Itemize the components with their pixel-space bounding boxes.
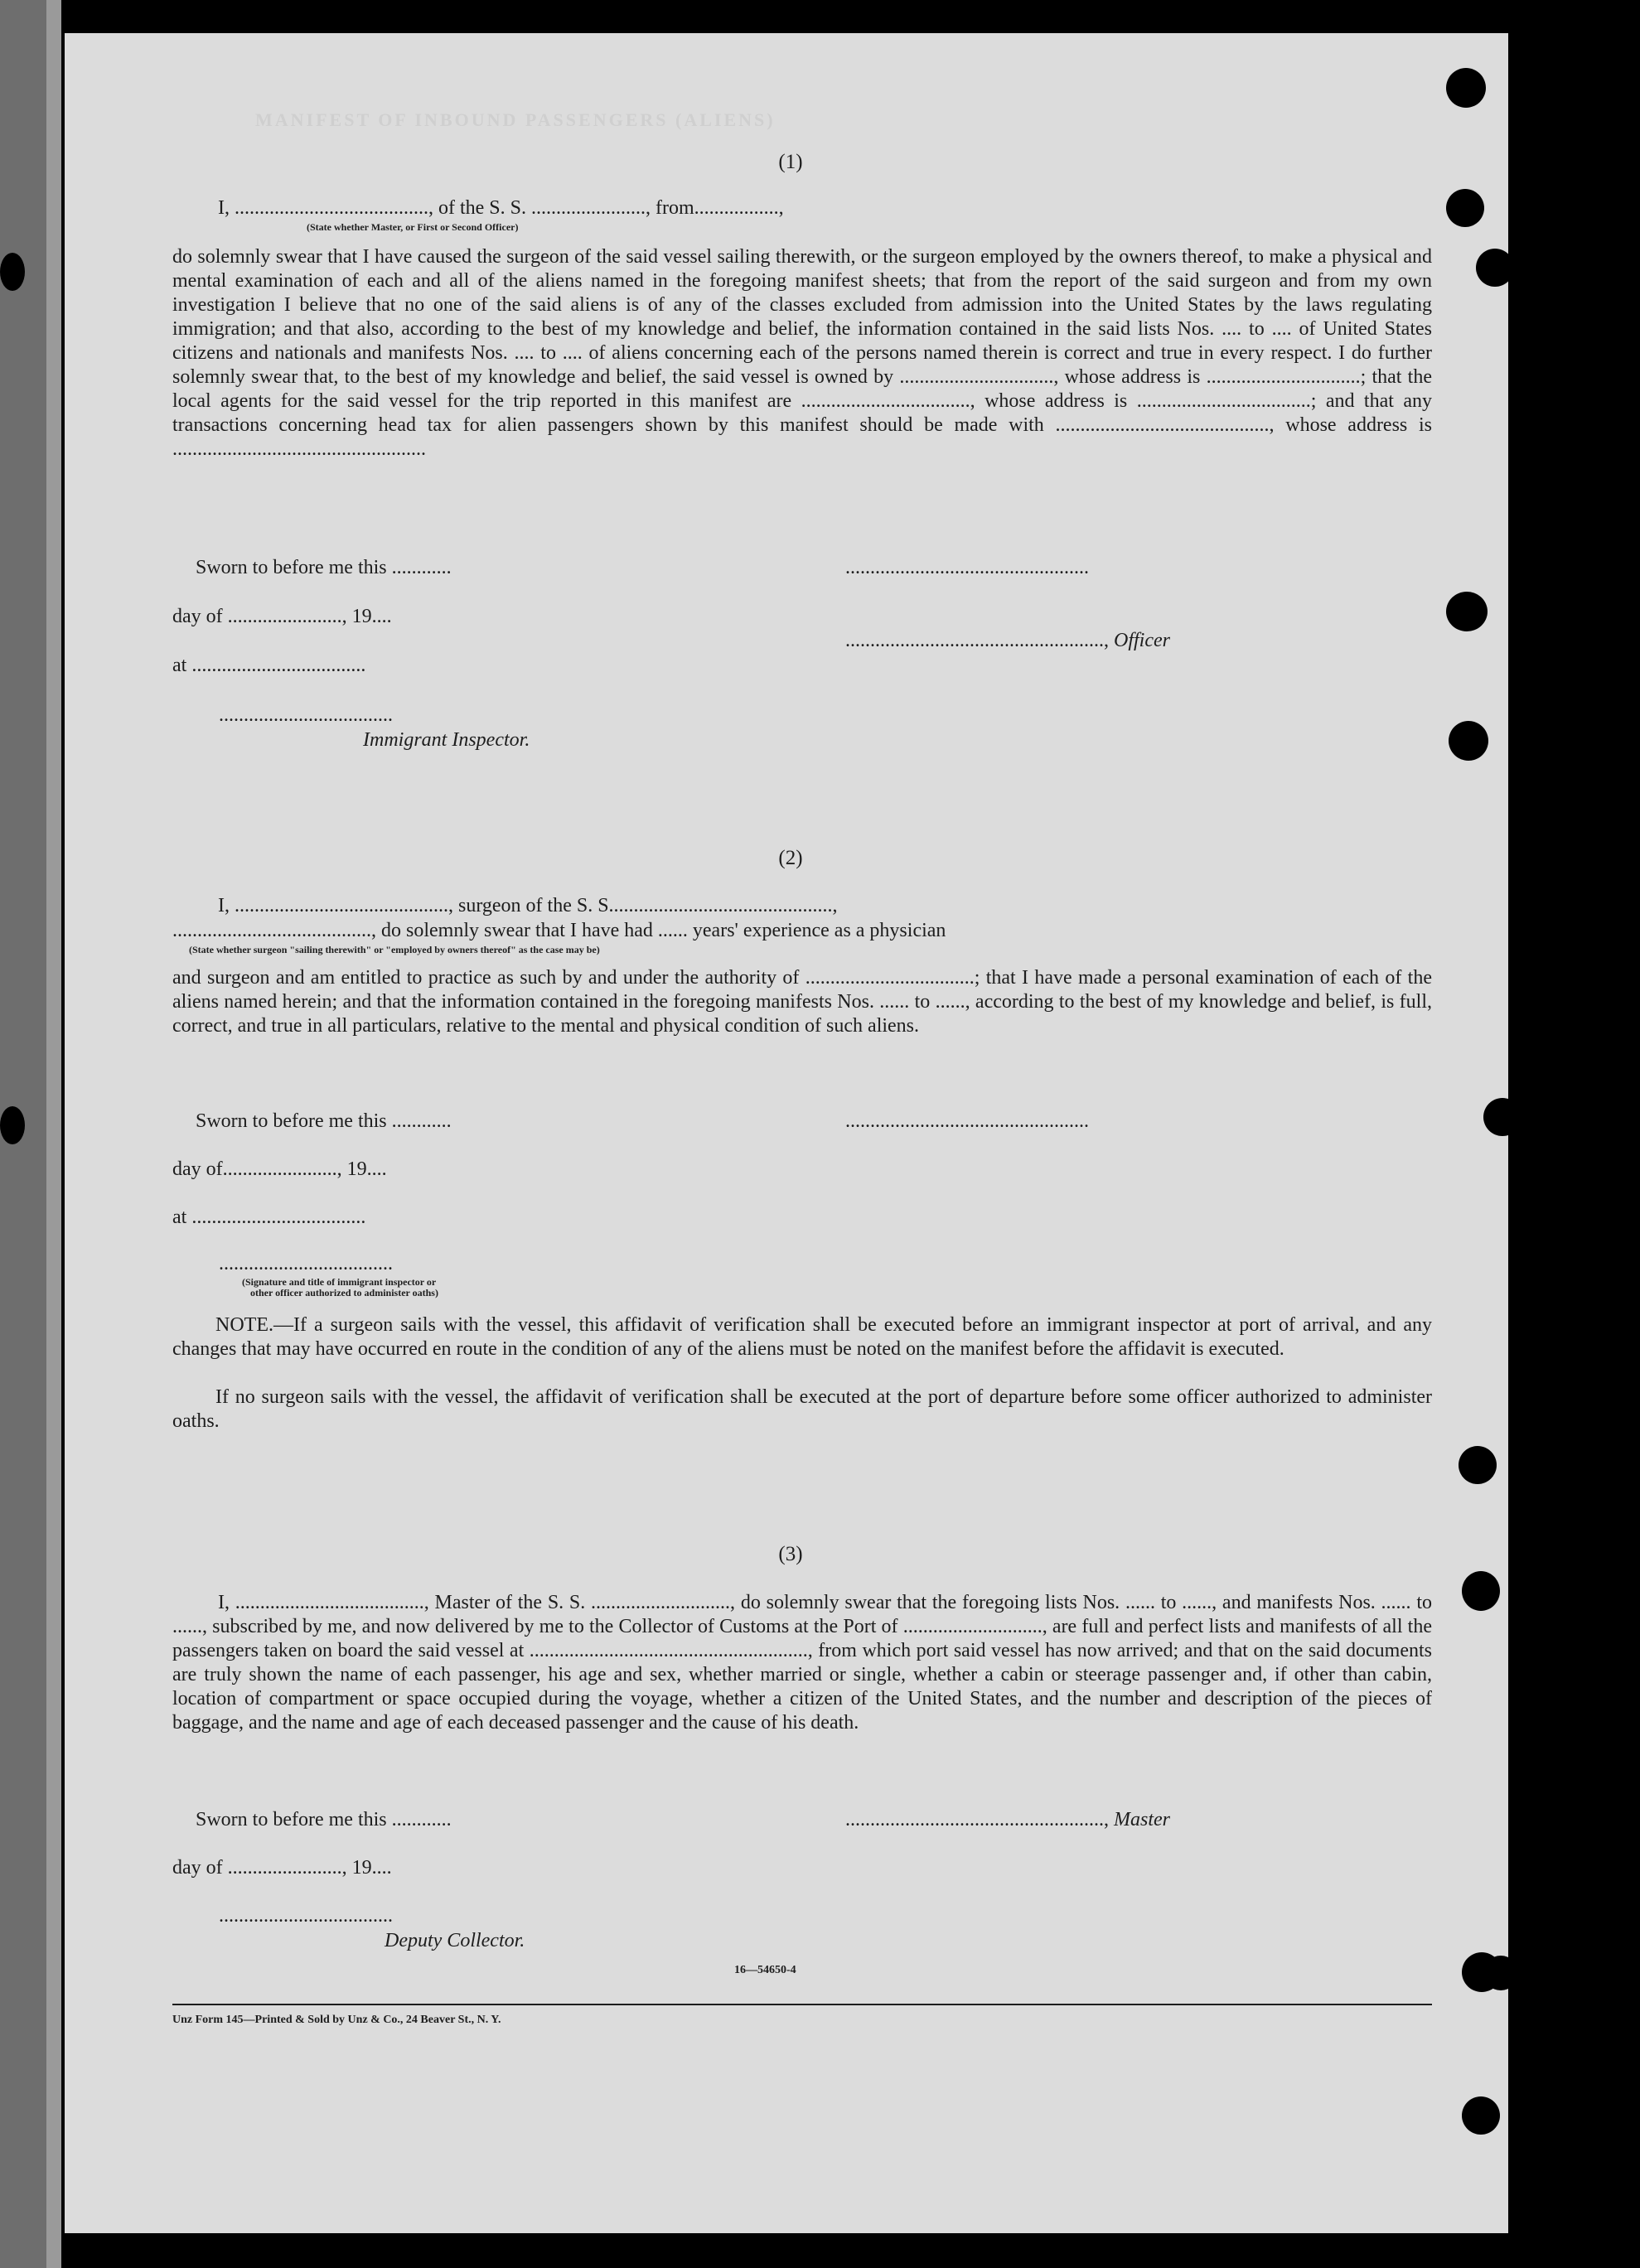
s2-signature-line: ................................................. bbox=[845, 1110, 1089, 1132]
section-3-number: (3) bbox=[778, 1543, 803, 1565]
s1-sworn: Sworn to before me this ............ bbox=[196, 557, 452, 578]
punch-hole bbox=[0, 253, 25, 291]
s2-body: and surgeon and am entitled to practice as such by and under the authority of ..................................; that I have made a personal examination of each of the aliens named herein; and that the information contained in the foregoing manifests Nos. ...... to ......, according to the best of my knowledge and belief, is full, correct, and true in all particulars, relative to the mental and physical condition of such aliens. bbox=[172, 967, 1432, 1037]
s3-master-label: Master bbox=[1114, 1809, 1170, 1830]
s1-officer-label: Officer bbox=[1114, 630, 1170, 651]
punch-hole bbox=[1476, 249, 1514, 287]
s1-inspector-label: Immigrant Inspector. bbox=[363, 729, 530, 751]
s1-signature-line: ................................................. bbox=[845, 557, 1089, 578]
punch-hole bbox=[1446, 592, 1488, 631]
s3-sworn: Sworn to before me this ............ bbox=[196, 1809, 452, 1830]
punch-hole bbox=[1462, 1571, 1500, 1611]
footer-rule bbox=[172, 2004, 1432, 2005]
s2-note-2: If no surgeon sails with the vessel, the affidavit of verification shall be executed at the port of departure before some officer authorized to administer oaths. bbox=[172, 1386, 1432, 1432]
s2-line2: ........................................, do solemnly swear that I have had ...... years' experience as a physician bbox=[172, 920, 946, 941]
s2-line1: I, ..........................................., surgeon of the S. S............................................., bbox=[218, 895, 838, 916]
punch-hole bbox=[1483, 1098, 1521, 1136]
footer-imprint: Unz Form 145—Printed & Sold by Unz & Co., 24 Beaver St., N. Y. bbox=[172, 2014, 501, 2026]
punch-hole bbox=[1459, 1446, 1497, 1484]
punch-hole bbox=[1462, 2096, 1500, 2135]
s3-master-line: ...................................................., Master bbox=[845, 1809, 1170, 1830]
s3-day: day of ......................., 19.... bbox=[172, 1857, 392, 1879]
s1-inspector-dots: ................................... bbox=[219, 704, 393, 726]
s2-note: NOTE.—If a surgeon sails with the vessel, this affidavit of verification shall be executed before an immigrant inspector at port of arrival, and any changes that may have occurred en route in the condition of any of the aliens must be noted on the manifest before the affidavit is executed. bbox=[172, 1314, 1432, 1360]
s2-line2-sub: (State whether surgeon "sailing therewith" or "employed by owners thereof" as the case may be) bbox=[189, 944, 600, 955]
form-number: 16—54650-4 bbox=[734, 1964, 796, 1976]
punch-hole bbox=[1446, 68, 1486, 108]
s3-body: I, ......................................, Master of the S. S. ............................, do solemnly swear that the foregoing lists Nos. ...... to ......, and manifests Nos. ...... to ......, subscribed by me, and now delivered by me to the Collector of Customs at the Port of ............................, are full and perfect lists and manifests of all the passengers taken on board the said vessel at ........................................................, from which port said vessel has now arrived; and that on the said documents are truly shown the name of each passenger, his age and sex, whether married or single, whether a cabin or steerage passenger and, if other than cabin, location of compartment or space occupied during the voyage, whether a citizen of the United States, and the number and description of the pieces of baggage, and the name and age of each deceased passenger and the cause of his death. bbox=[172, 1592, 1432, 1734]
s1-day: day of ......................., 19.... bbox=[172, 606, 392, 627]
punch-hole bbox=[1446, 189, 1484, 227]
s3-collector-label: Deputy Collector. bbox=[385, 1930, 525, 1951]
s2-inspector-sub1: (Signature and title of immigrant inspector or bbox=[242, 1276, 437, 1288]
faint-header: MANIFEST OF INBOUND PASSENGERS (ALIENS) bbox=[255, 109, 776, 130]
s2-sworn: Sworn to before me this ............ bbox=[196, 1110, 452, 1132]
document-page bbox=[65, 33, 1508, 2233]
punch-hole bbox=[0, 1106, 25, 1144]
s2-at: at ................................... bbox=[172, 1207, 366, 1228]
s1-line1-sub: (State whether Master, or First or Second Officer) bbox=[307, 221, 519, 233]
s2-inspector-sub2: other officer authorized to administer oaths) bbox=[250, 1287, 438, 1298]
s2-day: day of......................., 19.... bbox=[172, 1158, 387, 1180]
section-1-number: (1) bbox=[778, 151, 803, 173]
s1-at: at ................................... bbox=[172, 655, 366, 676]
s3-collector-dots: ................................... bbox=[219, 1905, 393, 1927]
s1-body: do solemnly swear that I have caused the surgeon of the said vessel sailing therewith, or the surgeon employed by the owners thereof, to make a physical and mental examination of each and all of the aliens named in the foregoing manifest sheets; that from the report of the said surgeon and from my own investigation I believe that no one of the said aliens is of any of the classes excluded from admission into the United States by the laws regulating immigration; and that also, according to the best of my knowledge and belief, the information contained in the said lists Nos. .... to .... of United States citizens and nationals and manifests Nos. .... to .... of aliens concerning each of the persons named therein is correct and true in every respect. I do further solemnly swear that, to the best of my knowledge and belief, the said vessel is owned by ..............................., whose address is ...............................; that the local agents for the said vessel for the trip reported in this manifest are .................................., whose address is ...................................; and that any transactions concerning head tax for alien passengers shown by this manifest should be made with ..........................................., whose address is ................................................... bbox=[172, 246, 1432, 460]
s2-inspector-dots: ................................... bbox=[219, 1253, 393, 1274]
s1-officer-line: ...................................................., Officer bbox=[845, 630, 1170, 651]
punch-hole bbox=[1449, 721, 1488, 761]
section-2-number: (2) bbox=[778, 847, 803, 869]
s1-line1: I, ......................................., of the S. S. ......................., from................., bbox=[218, 197, 784, 219]
punch-hole bbox=[1483, 1956, 1518, 1990]
